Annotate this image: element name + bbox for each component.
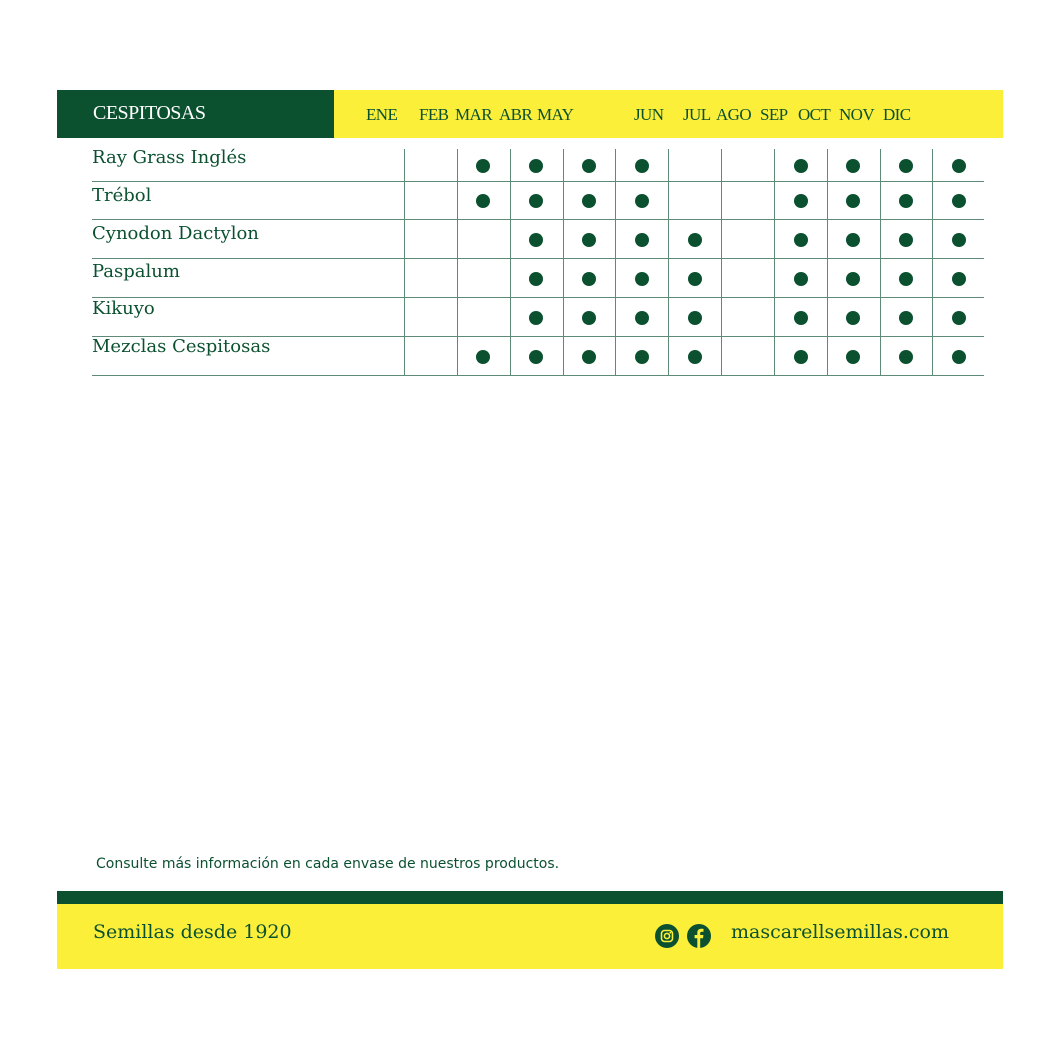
sowing-dot-jun bbox=[688, 350, 702, 364]
sowing-dot-may bbox=[635, 350, 649, 364]
grid-column-divider bbox=[721, 149, 722, 375]
row-divider bbox=[92, 375, 984, 376]
sowing-dot-abr bbox=[582, 159, 596, 173]
sowing-dot-ago bbox=[794, 194, 808, 208]
sowing-dot-oct bbox=[899, 233, 913, 247]
sowing-dot-abr bbox=[582, 194, 596, 208]
sowing-dot-jun bbox=[688, 272, 702, 286]
crop-name: Mezclas Cespitosas bbox=[92, 336, 271, 357]
sowing-dot-abr bbox=[582, 233, 596, 247]
sowing-dot-mar bbox=[529, 272, 543, 286]
month-label-jun: JUN bbox=[634, 105, 664, 124]
sowing-dot-oct bbox=[899, 272, 913, 286]
sowing-dot-nov bbox=[952, 194, 966, 208]
month-label-jul: JUL bbox=[683, 105, 711, 124]
footer-tagline: Semillas desde 1920 bbox=[93, 921, 292, 943]
grid-column-divider bbox=[774, 149, 775, 375]
sowing-dot-oct bbox=[899, 311, 913, 325]
instagram-icon[interactable] bbox=[655, 924, 679, 948]
month-label-oct: OCT bbox=[798, 105, 831, 124]
sowing-dot-may bbox=[635, 233, 649, 247]
sowing-dot-mar bbox=[529, 159, 543, 173]
month-label-may: MAY bbox=[537, 105, 574, 124]
sowing-dot-ago bbox=[794, 350, 808, 364]
sowing-dot-nov bbox=[952, 311, 966, 325]
grid-column-divider bbox=[510, 149, 511, 375]
row-divider bbox=[92, 258, 984, 259]
sowing-dot-sep bbox=[846, 159, 860, 173]
grid-column-divider bbox=[827, 149, 828, 375]
facebook-icon[interactable] bbox=[687, 924, 711, 948]
sowing-dot-may bbox=[635, 272, 649, 286]
sowing-dot-oct bbox=[899, 350, 913, 364]
sowing-dot-jun bbox=[688, 233, 702, 247]
grid-column-divider bbox=[457, 149, 458, 375]
sowing-dot-sep bbox=[846, 194, 860, 208]
sowing-dot-abr bbox=[582, 350, 596, 364]
crop-name: Trébol bbox=[92, 185, 152, 206]
crop-name: Paspalum bbox=[92, 261, 180, 282]
category-header bbox=[57, 90, 334, 138]
row-divider bbox=[92, 219, 984, 220]
sowing-dot-mar bbox=[529, 233, 543, 247]
grid-column-divider bbox=[563, 149, 564, 375]
sowing-dot-sep bbox=[846, 272, 860, 286]
crop-name: Cynodon Dactylon bbox=[92, 223, 259, 244]
sowing-dot-may bbox=[635, 159, 649, 173]
sowing-dot-nov bbox=[952, 233, 966, 247]
month-label-feb: FEB bbox=[419, 105, 449, 124]
month-label-sep: SEP bbox=[760, 105, 788, 124]
sowing-dot-oct bbox=[899, 194, 913, 208]
sowing-dot-jun bbox=[688, 311, 702, 325]
sowing-dot-nov bbox=[952, 159, 966, 173]
sowing-dot-feb bbox=[476, 159, 490, 173]
sowing-dot-sep bbox=[846, 311, 860, 325]
sowing-dot-abr bbox=[582, 272, 596, 286]
sowing-dot-mar bbox=[529, 194, 543, 208]
month-label-mar: MAR bbox=[455, 105, 492, 124]
row-divider bbox=[92, 181, 984, 182]
sowing-dot-sep bbox=[846, 233, 860, 247]
month-label-dic: DIC bbox=[883, 105, 911, 124]
category-title: CESPITOSAS bbox=[93, 102, 206, 124]
sowing-dot-oct bbox=[899, 159, 913, 173]
sowing-dot-mar bbox=[529, 350, 543, 364]
grid-column-divider bbox=[880, 149, 881, 375]
month-label-abr: ABR bbox=[499, 105, 533, 124]
footer-stripe bbox=[57, 891, 1003, 904]
sowing-dot-ago bbox=[794, 159, 808, 173]
sowing-dot-sep bbox=[846, 350, 860, 364]
sowing-dot-ago bbox=[794, 311, 808, 325]
sowing-dot-may bbox=[635, 311, 649, 325]
month-label-ene: ENE bbox=[366, 105, 398, 124]
grid-column-divider bbox=[668, 149, 669, 375]
info-note: Consulte más información en cada envase de nuestros productos. bbox=[96, 856, 560, 872]
sowing-dot-may bbox=[635, 194, 649, 208]
crop-name: Ray Grass Inglés bbox=[92, 147, 247, 168]
month-label-ago: AGO bbox=[716, 105, 752, 124]
sowing-dot-feb bbox=[476, 350, 490, 364]
row-divider bbox=[92, 297, 984, 298]
grid-column-divider bbox=[615, 149, 616, 375]
sowing-dot-abr bbox=[582, 311, 596, 325]
sowing-dot-nov bbox=[952, 350, 966, 364]
sowing-dot-ago bbox=[794, 272, 808, 286]
website-link[interactable]: mascarellsemillas.com bbox=[731, 921, 949, 943]
grid-column-divider bbox=[404, 149, 405, 375]
sowing-dot-feb bbox=[476, 194, 490, 208]
crop-name: Kikuyo bbox=[92, 298, 155, 319]
grid-column-divider bbox=[932, 149, 933, 375]
month-label-nov: NOV bbox=[839, 105, 875, 124]
sowing-dot-nov bbox=[952, 272, 966, 286]
sowing-dot-ago bbox=[794, 233, 808, 247]
sowing-dot-mar bbox=[529, 311, 543, 325]
